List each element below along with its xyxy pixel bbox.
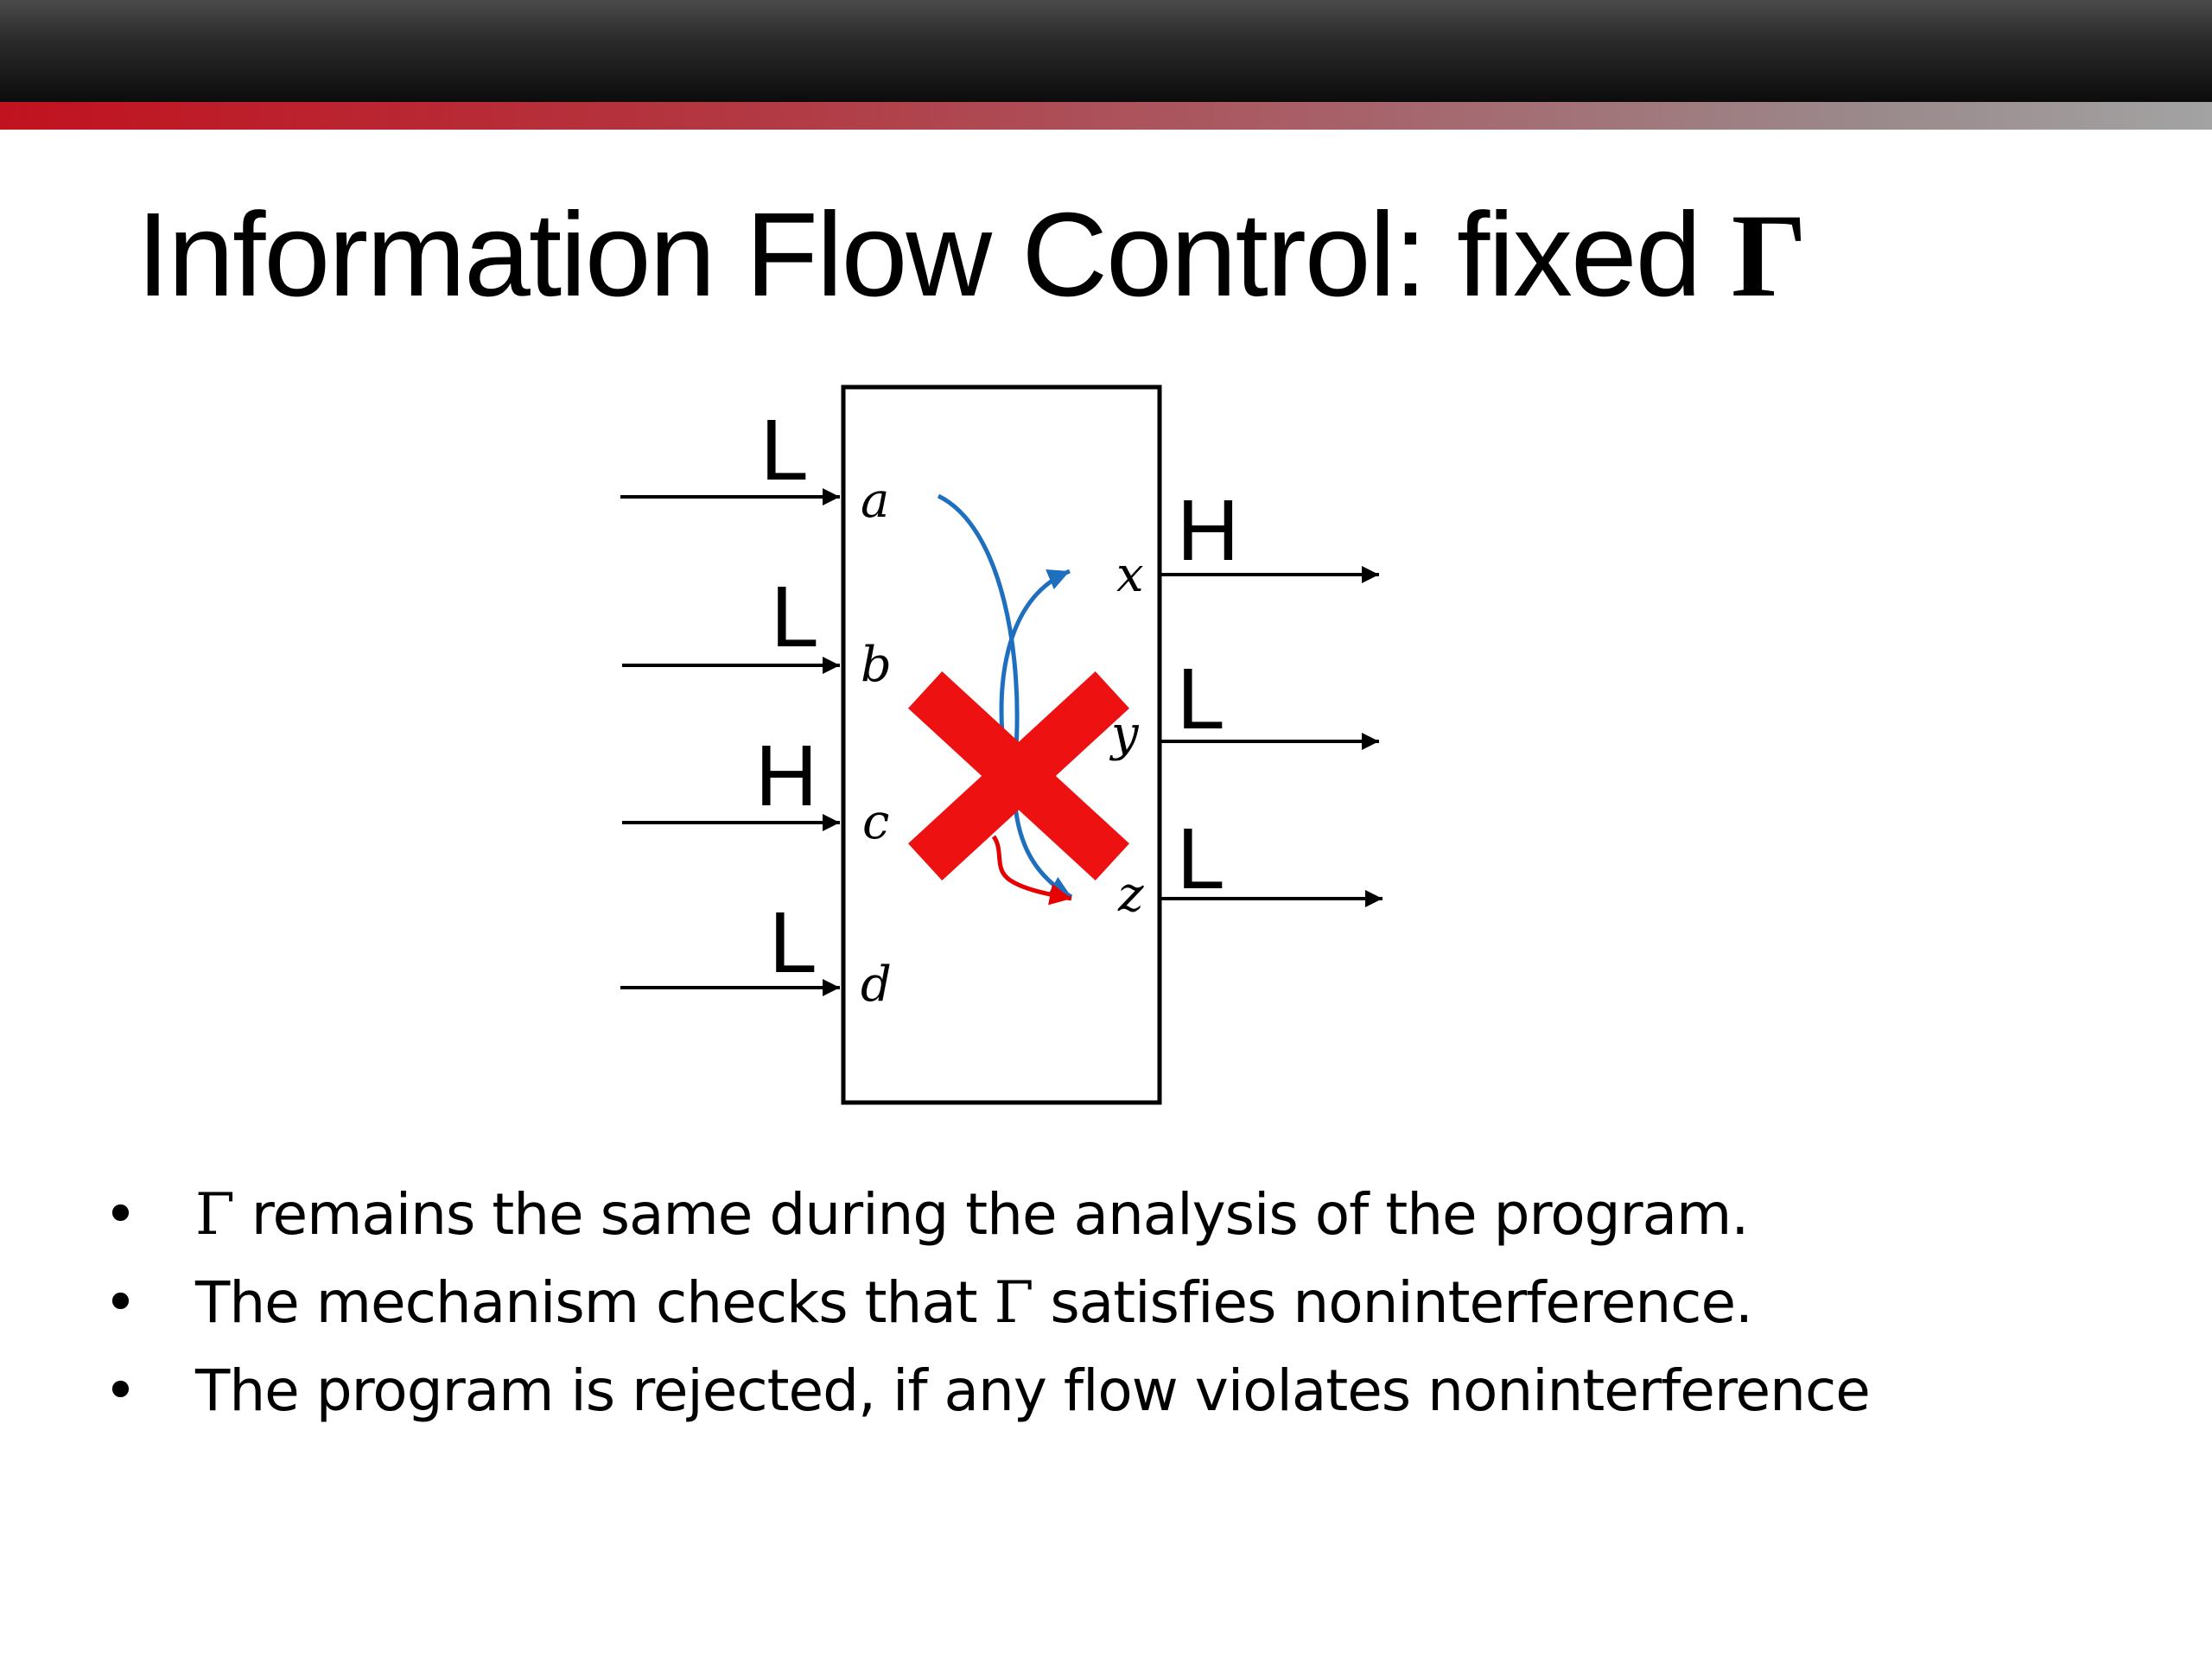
bullet-marker: •: [104, 1357, 137, 1424]
bullet-text: The program is rejected, if any flow violates noninterference: [195, 1357, 1870, 1424]
input-level-a: L: [760, 402, 809, 499]
var-y: y: [1111, 706, 1139, 762]
var-d: d: [861, 957, 892, 1013]
input-level-d: L: [769, 894, 817, 991]
gamma-symbol: Γ: [994, 1269, 1033, 1336]
bullet-marker: •: [104, 1269, 137, 1336]
gamma-symbol: Γ: [195, 1181, 234, 1248]
input-level-b: L: [771, 569, 819, 665]
input-level-c: H: [755, 728, 818, 824]
bullet-text: satisfies noninterference.: [1033, 1269, 1753, 1336]
var-z: z: [1118, 867, 1144, 923]
title-text: Information Flow Control: fixed: [137, 188, 1732, 321]
bullet-text: remains the same during the analysis of the program.: [233, 1181, 1749, 1248]
bullet-list: [104, 1171, 1870, 1435]
output-level-x: H: [1177, 482, 1240, 579]
var-c: c: [862, 794, 890, 850]
bullet-item: [104, 1259, 1870, 1347]
var-b: b: [861, 637, 892, 693]
bullet-item: [104, 1171, 1870, 1259]
bullet-marker: •: [104, 1181, 137, 1248]
var-x: x: [1116, 547, 1144, 603]
output-level-y: L: [1177, 651, 1225, 747]
title-gamma-symbol: Γ: [1731, 189, 1806, 321]
bullet-text-prefix: The mechanism checks that: [195, 1269, 995, 1336]
bullet-item: [104, 1347, 1870, 1435]
var-a: a: [861, 473, 890, 529]
output-level-z: L: [1177, 810, 1225, 907]
